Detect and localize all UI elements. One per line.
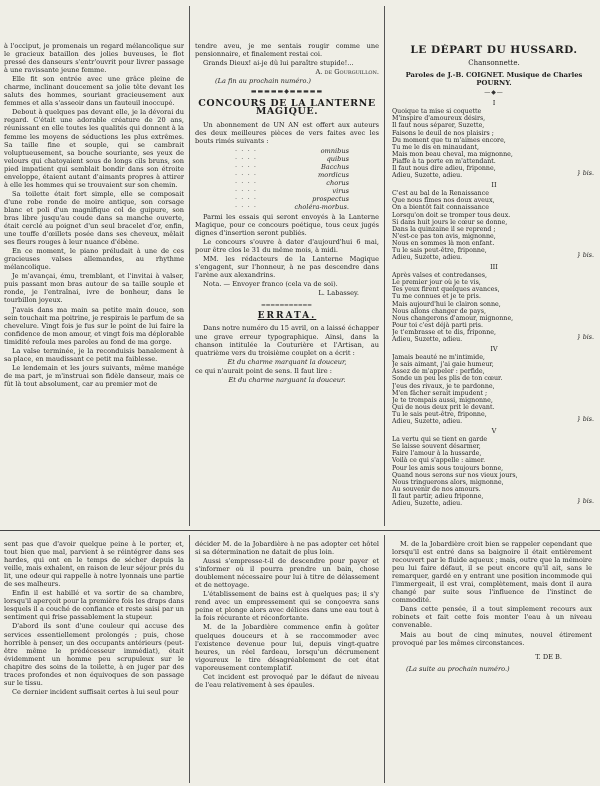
verse-line: Il faut partir, adieu friponne, <box>392 492 484 500</box>
verse-line: Nous changerons d'amour, mignonne, <box>392 314 514 322</box>
concours-signature: L. Labassey. <box>318 289 359 298</box>
verse-line: Lorsqu'on doit se tromper tous deux. <box>392 211 511 219</box>
rhyme-word: choléra-morbus. <box>294 202 349 211</box>
rhyme-word: mordicus <box>317 170 349 179</box>
verse-line: Quand nous serons sur nos vieux jours, <box>392 471 518 479</box>
list-item: · · · · mordicus <box>235 170 349 179</box>
column-bottom-2 <box>195 540 379 784</box>
list-item: · · · · omnibus <box>235 146 349 155</box>
paragraph: Dans notre numéro du 15 avril, on a laissé échapper une grave erreur typographique. Ainsi, dans la chanson intitulée la Couturière et l'Artisan, au quatrième vers du troisième couplet on a écrit : <box>195 324 379 357</box>
verse-line: Tu le sais peut-être, friponne, <box>392 410 487 418</box>
verse-line: Adieu, Suzette, adieu. <box>392 418 463 426</box>
column-song <box>392 44 596 528</box>
verse-line: Nous en sommes là mon enfant. <box>392 239 495 247</box>
paragraph: Dans cette pensée, il a tout simplement recours aux robinets et fait cette fois monter l'eau à un niveau convenable. <box>392 605 592 630</box>
verse-line: Pour toi c'est déjà parti pris. <box>392 321 484 329</box>
verse-line: Dans la quinzaine il se reprend ; <box>392 225 496 233</box>
verse-line: Adieu, Suzette, adieu. <box>392 336 463 344</box>
bis-marker: } bis. <box>576 498 594 506</box>
bis-marker: } bis. <box>576 416 594 424</box>
paragraph: Grands Dieux! ai-je dû lui paraître stupide!... <box>203 59 354 68</box>
verse-line: J'eus des rivaux, je te pardonne, <box>392 382 495 390</box>
column-bottom-1 <box>4 540 184 784</box>
verse-line: Tes yeux firent quelques avances, <box>392 286 500 294</box>
rhyme-word: chorus <box>326 178 349 187</box>
stanza-number: IV <box>490 345 498 354</box>
song-stanza <box>392 354 596 425</box>
verse-line: Jamais beauté ne m'intimide, <box>392 354 485 362</box>
rhyme-word: omnibus <box>320 146 349 155</box>
verse-line: Il faut nous séparer, Suzette, <box>392 122 485 130</box>
list-item: · · · · chorus <box>235 178 349 187</box>
errata-quote: Et du charme narguant la douceur. <box>228 375 346 384</box>
rhyme-word: virus <box>332 186 349 195</box>
verse-line: Au souvenir de nos amours. <box>392 485 481 493</box>
paragraph: tendre aveu, je me sentais rougir comme une pensionnaire, et finalement restai coi. <box>195 42 379 59</box>
section-rule <box>0 530 600 531</box>
list-item: · · · · choléra-morbus. <box>235 202 349 211</box>
paragraph: Sa toilette était fort simple, elle se composait d'une robe ronde de moire antique, son corsage blanc et poli d'un magnifique col de guipure, son bras libre jusqu'au coude dans sa manche ouverte, était cerclé au poignet d'un seul bracelet d'or, enfin, une touffe d'œillets posée dans ses cheveux, mêlait ses fleurs rouges à leur nuance d'ébène. <box>4 189 184 247</box>
verse-line: Mais mon beau cheval, ma mignonne, <box>392 150 513 158</box>
verse-line: N'est-ce pas ton avis, mignonne, <box>392 232 496 240</box>
verse-line: Nous allons changer de pays, <box>392 307 486 315</box>
verse-line: La vertu qui se tient en garde <box>392 436 488 444</box>
paragraph: La valse terminée, je la reconduisis banalement à sa place, en maudissant ce petit ma faiblesse. <box>4 346 184 363</box>
stanza-number: III <box>490 263 498 272</box>
list-item: · · · · virus <box>235 186 349 195</box>
stanza-number: I <box>492 99 496 108</box>
verse-line: Faire l'amour à la hussarde, <box>392 450 482 458</box>
verse-line: Il faut nous dire adieu, friponne, <box>392 164 496 172</box>
paragraph: M. de la Jobardière croit bien se rappeler cependant que lorsqu'il est entré dans sa baignoire il était entièrement recouvert par le fluide aqueux ; mais, outre que la mémoire peu lui faire défaut, il se peut encore qu'il ait, sans le remarquer, gardé en y entrant une position incommode qui l'immergeait, il est vrai, complètement, mais dont il aura changé par suite sous l'influence de l'instinct de commodité. <box>392 540 592 605</box>
verse-line: Piaffe à ta porte en m'attendant. <box>392 157 496 165</box>
verse-line: Tu le sais peut-être, friponne, <box>392 246 487 254</box>
verse-line: Sonde un peu les plis de ton cœur. <box>392 375 503 383</box>
ornament-divider: ━━━━━━━━━━━ <box>261 302 313 310</box>
paragraph: Mais au bout de cinq minutes, nouvel étirement provoqué par les mêmes circonstances. <box>392 630 592 647</box>
verse-line: Mais aujourd'hui le clairon sonne, <box>392 300 501 308</box>
nota: Nota. — Envoyer franco (cela va de soi). <box>203 280 338 289</box>
author-signature: T. DE B. <box>535 652 562 661</box>
column-rule-4 <box>384 535 385 783</box>
paragraph: En ce moment, le piano préludait à une de ces gracieuses valses allemandes, au rhythme mélancolique. <box>4 247 184 272</box>
verse-line: Que nous fîmes nos doux aveux, <box>392 197 495 205</box>
verse-line: Du moment que tu m'aimes encore, <box>392 136 506 144</box>
stanza-number: II <box>491 181 497 190</box>
verse-line: Assez de m'appeler : perfide, <box>392 368 485 376</box>
verse-line: Après valses et contredanses, <box>392 272 487 280</box>
verse-line: Si dans huit jours le cœur se donne, <box>392 218 508 226</box>
paragraph: Aussi s'empresse-t-il de descendre pour payer et s'informer où il pourra prendre un bain, chose doublement nécessaire pour lui à titre de délassement et de nettoyage. <box>195 557 379 590</box>
author-signature: A. de Gourguillon. <box>315 68 379 77</box>
list-item: · · · · prospectus <box>235 194 349 203</box>
song-stanza <box>392 272 596 343</box>
verse-line: Adieu, Suzette, adieu. <box>392 172 463 180</box>
paragraph: M. de la Jobardière commence enfin à goûter quelques douceurs et à se raccommoder avec l'existence devenue pour lui, depuis vingt-quatre heures, un réel fardeau, lorsqu'un décrumenent vigoureux le tire désagréablement de cet état vaporeusement contemplatif. <box>195 623 379 672</box>
to-be-continued: (La suite au prochain numéro.) <box>406 664 510 673</box>
verse-line: Adieu, Suzette, adieu. <box>392 500 463 508</box>
verse-line: Le premier jour où je te vis, <box>392 279 481 287</box>
list-item: · · · · Bacchus <box>235 162 349 171</box>
verse-line: Tu me connues et je te pris. <box>392 293 481 301</box>
to-be-continued: (La fin au prochain numéro.) <box>215 77 311 86</box>
column-middle <box>195 42 379 528</box>
paragraph: Debout à quelques pas devant elle, je la dévorai du regard. C'était une adorable créature de 20 ans, réunissant en elle toutes les qualités qui donnent à la femme les moyens de séductions les plus extrêmes. Sa taille fine et souple, qui se cambrait voluptueusement, sa bouche souriante, ses yeux de velours qui chatoyaient sous de longs cils bruns, son pied impatient qui semblait bondir dans son étroite enveloppe, étaient autant d'aimants propres à attirer à elle les hommes qui se trouvaient sur son chemin. <box>4 108 184 189</box>
paragraph: Parmi les essais qui seront envoyés à la Lanterne Magique, pour ce concours poétique, tous ceux jugés dignes d'insertion seront publiés. <box>195 212 379 237</box>
verse-line: Pour les amis sous toujours bonne, <box>392 464 504 472</box>
verse-line: Nous tringuerons alors, mignonne, <box>392 478 504 486</box>
paragraph: Ce dernier incident suffisait certes à lui seul pour <box>12 687 179 696</box>
bis-marker: } bis. <box>576 252 594 260</box>
paragraph: Je m'avançai, ému, tremblant, et l'invitai à valser, puis passant mon bras autour de sa taille souple et ronde, je l'entraînai, ivre de bonheur, dans le tourbillon joyeux. <box>4 272 184 305</box>
verse-line: Voilà ce qui s'appelle : aimer. <box>392 457 486 465</box>
paragraph: ce qui n'aurait point de sens. Il faut lire : <box>195 366 332 375</box>
errata-quote: Et du charme marquant la douceur, <box>227 357 347 366</box>
column-rule-1 <box>189 6 190 526</box>
verse-line: Quoique ta mise si coquette <box>392 108 482 116</box>
verse-line: On a bientôt fait connaissance <box>392 204 490 212</box>
bis-marker: } bis. <box>576 334 594 342</box>
paragraph: Le concours s'ouvre à dater d'aujourd'hui 6 mai, pour être clos le 31 du même mois, à midi. <box>195 238 379 255</box>
paragraph: Cet incident est provoqué par le défaut de niveau de l'eau relativement à ses épaules. <box>195 672 379 689</box>
errata-title: ERRATA. <box>257 311 317 322</box>
column-rule-2 <box>384 6 385 526</box>
rhyme-word: prospectus <box>312 194 349 203</box>
concours-title: CONCOURS DE LA LANTERNE MAGIQUE. <box>198 98 376 118</box>
paragraph: Elle fit son entrée avec une grâce pleine de charme, inclinant doucement sa jolie tête devant les saluts des hommes, souriant gracieusement aux femmes et alla s'asseoir dans un fauteuil inoccupé. <box>4 75 184 108</box>
song-stanza <box>392 436 596 507</box>
paragraph: décider M. de la Jobardière à ne pas adopter cet hôtel si sa détermination ne datait de plus loin. <box>195 540 379 557</box>
song-title: LE DÉPART DU HUSSARD. <box>410 44 578 56</box>
ornament-divider: —◆— <box>484 89 504 97</box>
paragraph: Le lendemain et les jours suivants, même manége de ma part, je m'instruai son fidèle danseur, mais ce fût là tout absolument, car au premier mot de <box>4 363 184 388</box>
song-stanzas <box>392 99 596 507</box>
paragraph: sent pas que d'avoir quelque peine à le porter, et, tout bien que mal, parvient à se réintégrer dans ses hardes, qui ont en le temps de sécher depuis la veille, mais exhalent, en raison de leur séjour prés du lit, une odeur qui rappelle à notre lyonnais une partie de ses malheurs. <box>4 540 184 589</box>
verse-line: M'en fâcher serait impudent ; <box>392 389 488 397</box>
ornament-divider: ▬▬▬▬▬◆▬▬▬▬▬ <box>250 88 324 96</box>
paragraph: MM. les rédacteurs de la Lanterne Magique s'engagent, sur l'honneur, à ne pas descendre dans l'arène aux alexandrins. <box>195 255 379 280</box>
rhyme-word: quibus <box>326 154 349 163</box>
column-bottom-3 <box>392 540 592 784</box>
verse-line: Adieu, Suzette, adieu. <box>392 254 463 262</box>
column-rule-3 <box>189 535 190 783</box>
paragraph: Enfin il est habillé et va sortir de sa chambre, lorsqu'il aperçoit pour la première fois les draps dans lesquels il a couché de confiance et reste saisi par un sentiment qui frise passablement la stupeur. <box>4 589 184 622</box>
paragraph: à l'occiput, je promenais un regard mélancolique sur le gracieux bataillon des jolies buveuses, le flot pressé des danseurs s'entr'ouvrit pour livrer passage à une ravissante jeune femme. <box>4 42 184 75</box>
verse-line: C'est au bal de la Renaissance <box>392 190 489 198</box>
bis-marker: } bis. <box>576 170 594 178</box>
verse-line: Faisons le deuil de nos plaisirs ; <box>392 129 494 137</box>
verse-line: Qui de nous deux prit le devant. <box>392 403 495 411</box>
stanza-number: V <box>491 427 497 436</box>
paragraph: D'abord ils sont d'une couleur qui accuse des services essentiellement prolongés ; puis, chose horrible à penser, un des occupants antérieurs (peut-être même le prédécesseur immédiat), était évidemment un homme peu scrupuleux sur le chapitre des soins de la toilette, à en juger par des traces profondes et non équivoques de son passage sur le tissu. <box>4 622 184 687</box>
rhymes-list <box>195 147 379 211</box>
verse-line: Je te trompais aussi, mignonne, <box>392 396 493 404</box>
verse-line: Je sais aimant, j'ai gaie humeur, <box>392 361 494 369</box>
verse-line: Je t'embrasse et te dis, friponne, <box>392 328 497 336</box>
concours-intro: Un abonnement de UN AN est offert aux auteurs des deux meilleures pièces de vers faites avec les bouts rimés suivants : <box>195 121 379 146</box>
song-stanza <box>392 108 596 179</box>
verse-line: Se laisse souvent désarmer, <box>392 443 481 451</box>
verse-line: M'inspire d'amoureux désirs, <box>392 115 486 123</box>
paragraph: L'établissement de bains est à quelques pas; il s'y rend avec un empressement qui se conçoevra sans peine et plonge alors avec délices dans une eau tout à la fois récurante et réconfortante. <box>195 590 379 623</box>
song-subtitle: Chansonnette. <box>468 59 520 67</box>
song-credits: Paroles de J.-B. COIGNET. Musique de Charles POURNY. <box>405 71 583 88</box>
paragraph: J'avais dans ma main sa petite main douce, son sein touchait ma poitrine, je respirais le parfum de sa chevelure. Vingt fois je fus sur le point de lui faire la confidence de mon amour, et vingt fois ma déplorable timidité refoula mes paroles au fond de ma gorge. <box>4 305 184 346</box>
verse-line: Tu me le dis en minaudant, <box>392 143 479 151</box>
rhyme-word: Bacchus <box>320 162 349 171</box>
column-story-part1 <box>4 42 184 528</box>
song-stanza <box>392 190 596 261</box>
list-item: · · · · quibus <box>235 154 349 163</box>
